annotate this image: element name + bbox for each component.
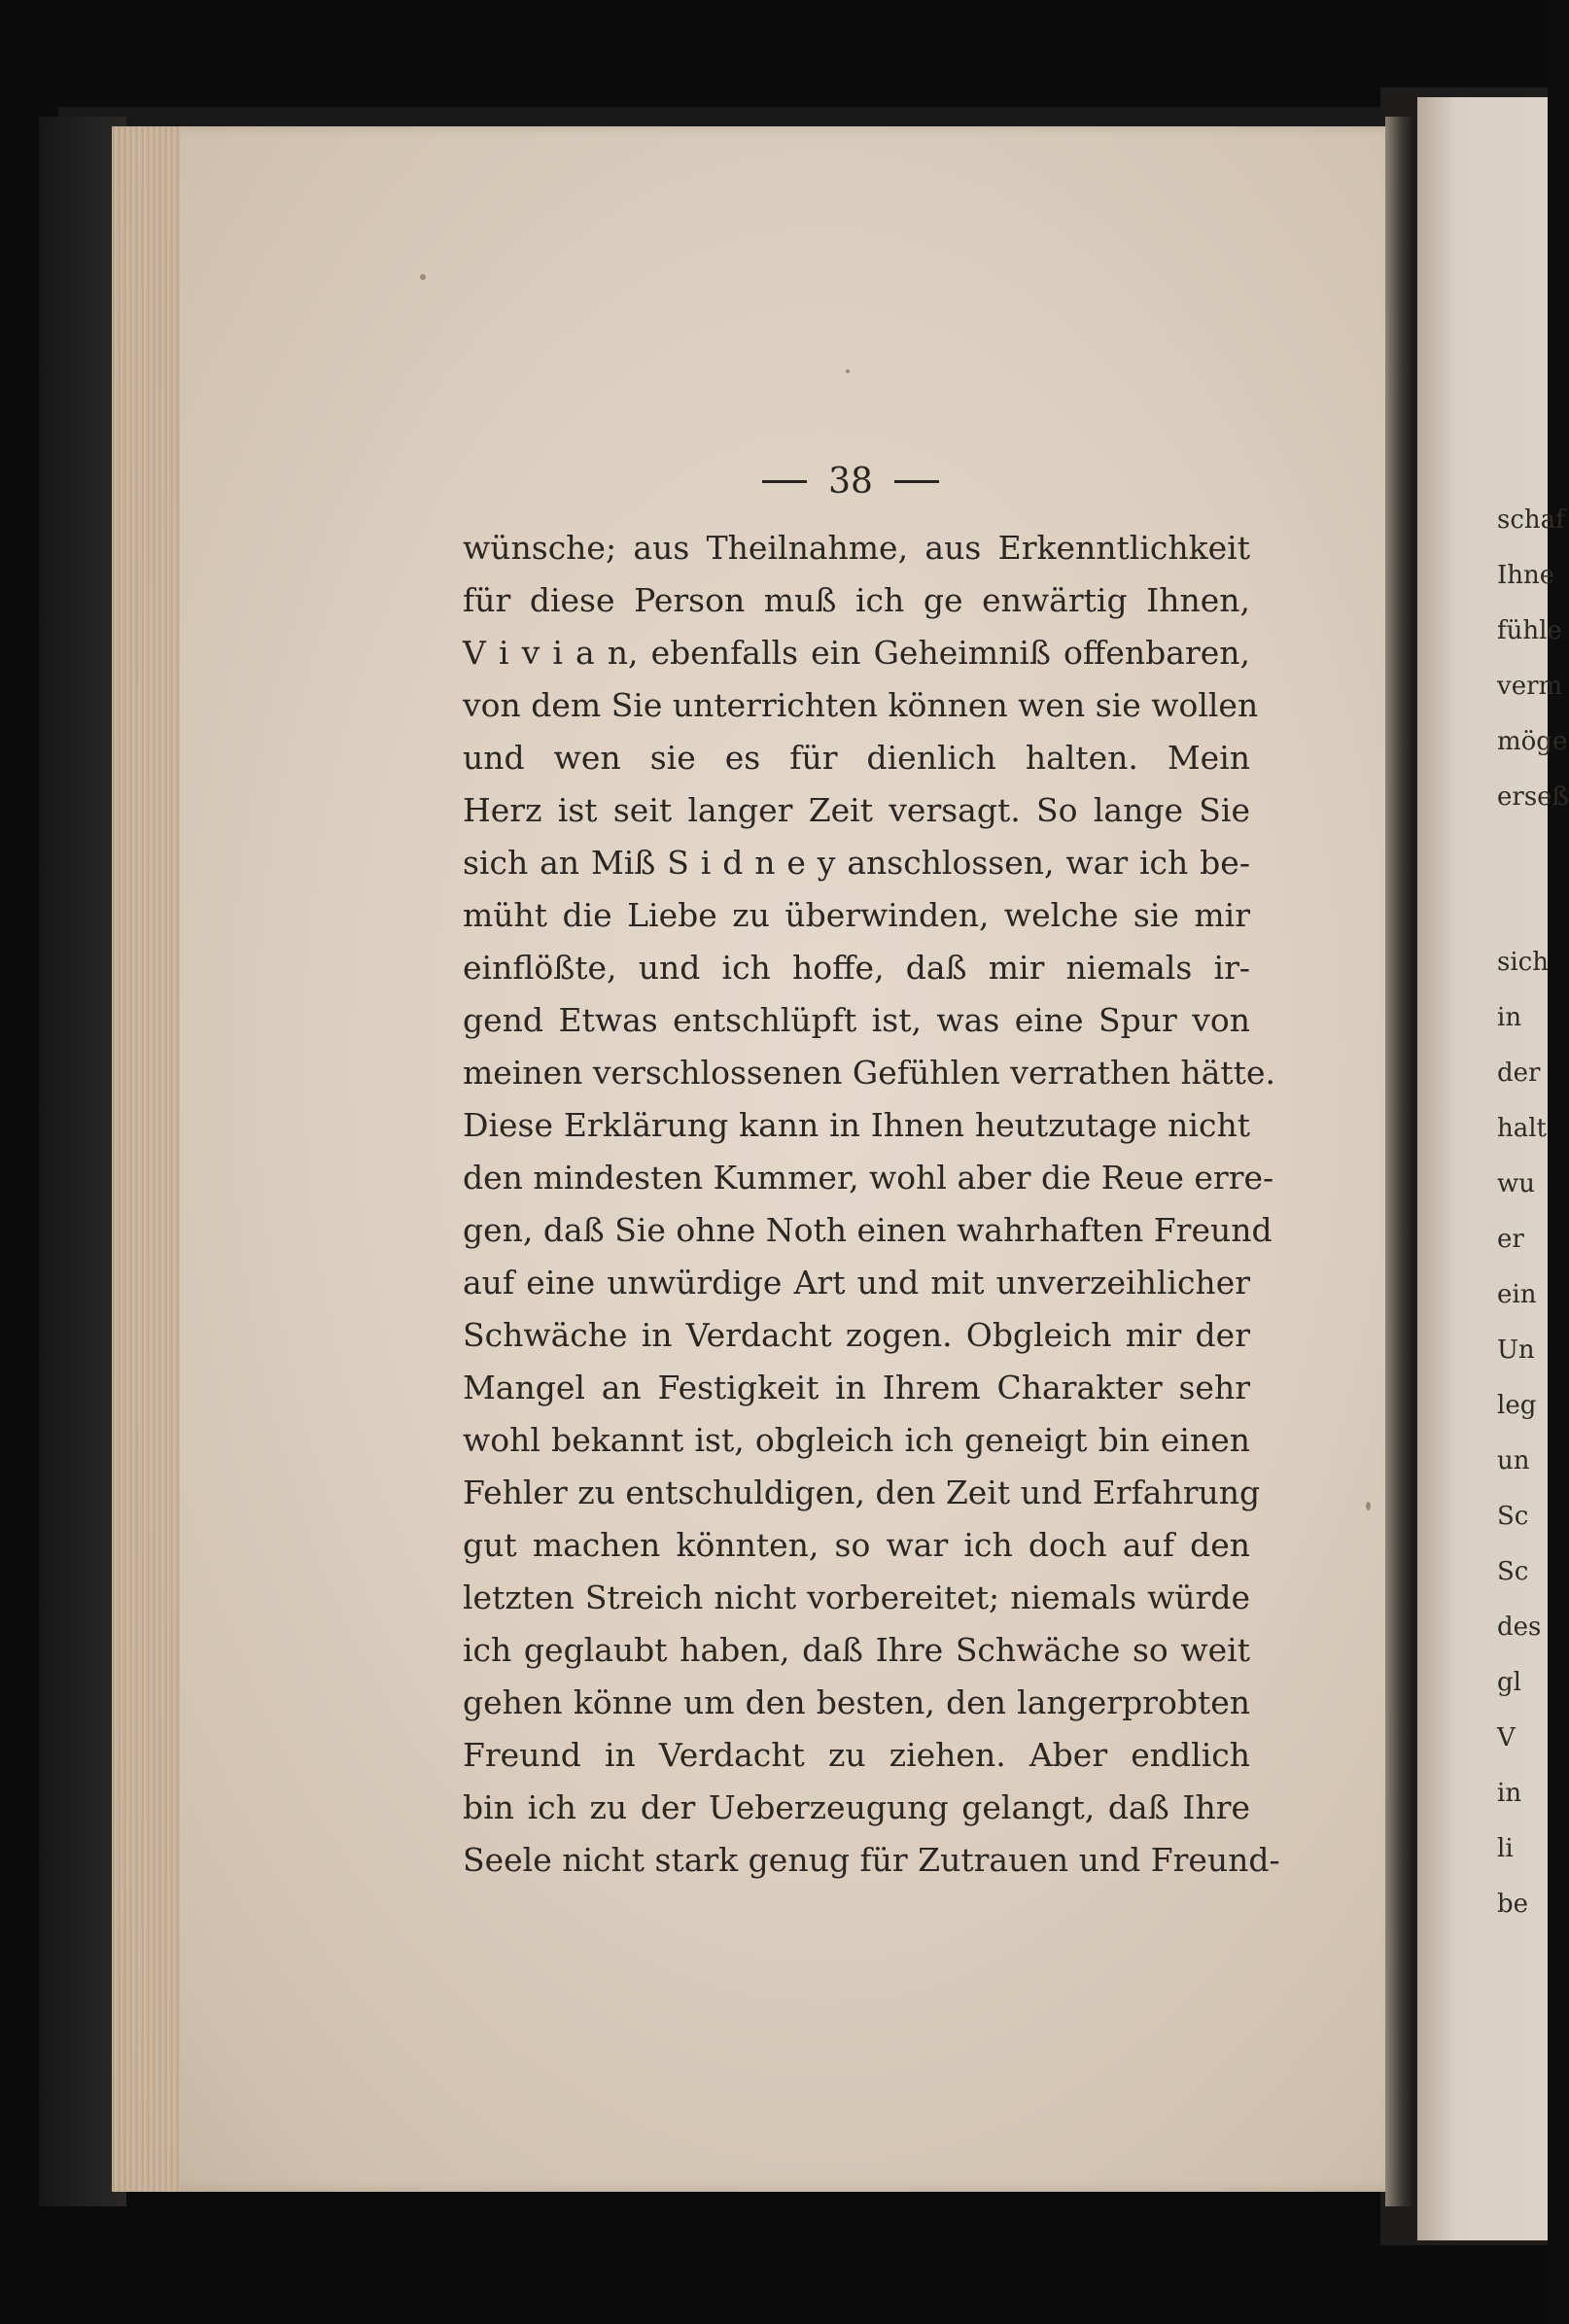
text-line: Seele nicht stark genug für Zutrauen und Freund- [463, 1841, 1280, 1879]
page-edges [112, 126, 180, 2192]
facing-page-fragment: un [1497, 1446, 1530, 1475]
page-header [724, 452, 977, 510]
text-line: Fehler zu entschuldigen, den Zeit und Erfahrung [463, 1474, 1261, 1511]
facing-page-fragment: schaf [1497, 505, 1565, 535]
facing-page-fragment: leg [1497, 1391, 1537, 1420]
facing-page-fragment: möge [1497, 727, 1568, 756]
facing-page-fragment: in [1497, 1779, 1522, 1808]
facing-page-fragment: in [1497, 1003, 1522, 1032]
paper-speck [420, 274, 426, 280]
facing-page-fragment: er [1497, 1225, 1524, 1254]
facing-page-fragment: Un [1497, 1335, 1535, 1365]
facing-page-fragment: be [1497, 1890, 1529, 1919]
text-line: und wen sie es für dienlich halten. Mein [463, 739, 1250, 777]
facing-page-fragment: V [1497, 1723, 1516, 1752]
text-line: Freund in Verdacht zu ziehen. Aber endlich [463, 1736, 1250, 1774]
text-line: müht die Liebe zu überwinden, welche sie mir [463, 896, 1250, 934]
facing-page-fragment: halt [1497, 1114, 1548, 1143]
text-line: letzten Streich nicht vorbereitet; niemals würde [463, 1578, 1250, 1616]
text-line: wünsche; aus Theilnahme, aus Erkenntlichkeit [463, 529, 1250, 567]
paper-speck [846, 369, 850, 373]
facing-page-fragment: fühle [1497, 616, 1562, 645]
text-line: Mangel an Festigkeit in Ihrem Charakter sehr [463, 1369, 1250, 1406]
text-line: gut machen könnten, so war ich doch auf den [463, 1526, 1250, 1564]
text-line: meinen verschlossenen Gefühlen verrathen hätte. [463, 1054, 1275, 1092]
facing-page-fragment: ein [1497, 1280, 1537, 1309]
paper-speck [1366, 1502, 1371, 1510]
book-gutter [1385, 117, 1414, 2206]
facing-page-fragment: gl [1497, 1668, 1521, 1697]
page-number: 38 [828, 461, 873, 502]
facing-page-fragment: verm [1497, 672, 1563, 701]
header-dash-right [894, 480, 939, 483]
facing-page-fragment: Sc [1497, 1557, 1529, 1586]
text-line: bin ich zu der Ueberzeugung gelangt, daß Ihre [463, 1788, 1250, 1826]
text-line: wohl bekannt ist, obgleich ich geneigt bin einen [463, 1421, 1250, 1459]
text-line: von dem Sie unterrichten können wen sie wollen [463, 686, 1259, 724]
facing-page-fragment: wu [1497, 1169, 1535, 1198]
text-line: ich geglaubt haben, daß Ihre Schwäche so weit [463, 1631, 1250, 1669]
facing-page-fragment: li [1497, 1834, 1514, 1863]
facing-page-fragment: Sc [1497, 1502, 1529, 1531]
text-line: Schwäche in Verdacht zogen. Obgleich mir der [463, 1316, 1250, 1354]
text-line: gen, daß Sie ohne Noth einen wahrhaften Freund [463, 1211, 1273, 1249]
facing-page-fragment: sich [1497, 948, 1549, 977]
text-line: Herz ist seit langer Zeit versagt. So lange Sie [463, 791, 1250, 829]
facing-page-fragment: der [1497, 1058, 1541, 1088]
facing-page-fragment: des [1497, 1613, 1542, 1642]
text-line: gehen könne um den besten, den langerprobten [463, 1683, 1250, 1721]
text-line: für diese Person muß ich ge enwärtig Ihnen, [463, 581, 1250, 619]
page-body-text [463, 522, 1280, 1887]
facing-page-fragment: Ihne [1497, 561, 1555, 590]
text-line: den mindesten Kummer, wohl aber die Reue erre- [463, 1159, 1274, 1197]
text-line: V i v i a n, ebenfalls ein Geheimniß offenbaren, [463, 634, 1250, 672]
text-line: auf eine unwürdige Art und mit unverzeihlicher [463, 1264, 1250, 1301]
text-line: Diese Erklärung kann in Ihnen heutzutage nicht [463, 1106, 1250, 1144]
header-dash-left [762, 480, 807, 483]
text-line: sich an Miß S i d n e y anschlossen, war ich be- [463, 844, 1250, 882]
facing-page-fragment: erseß [1497, 782, 1569, 812]
text-line: einflößte, und ich hoffe, daß mir niemals ir- [463, 949, 1250, 987]
text-line: gend Etwas entschlüpft ist, was eine Spur von [463, 1001, 1250, 1039]
